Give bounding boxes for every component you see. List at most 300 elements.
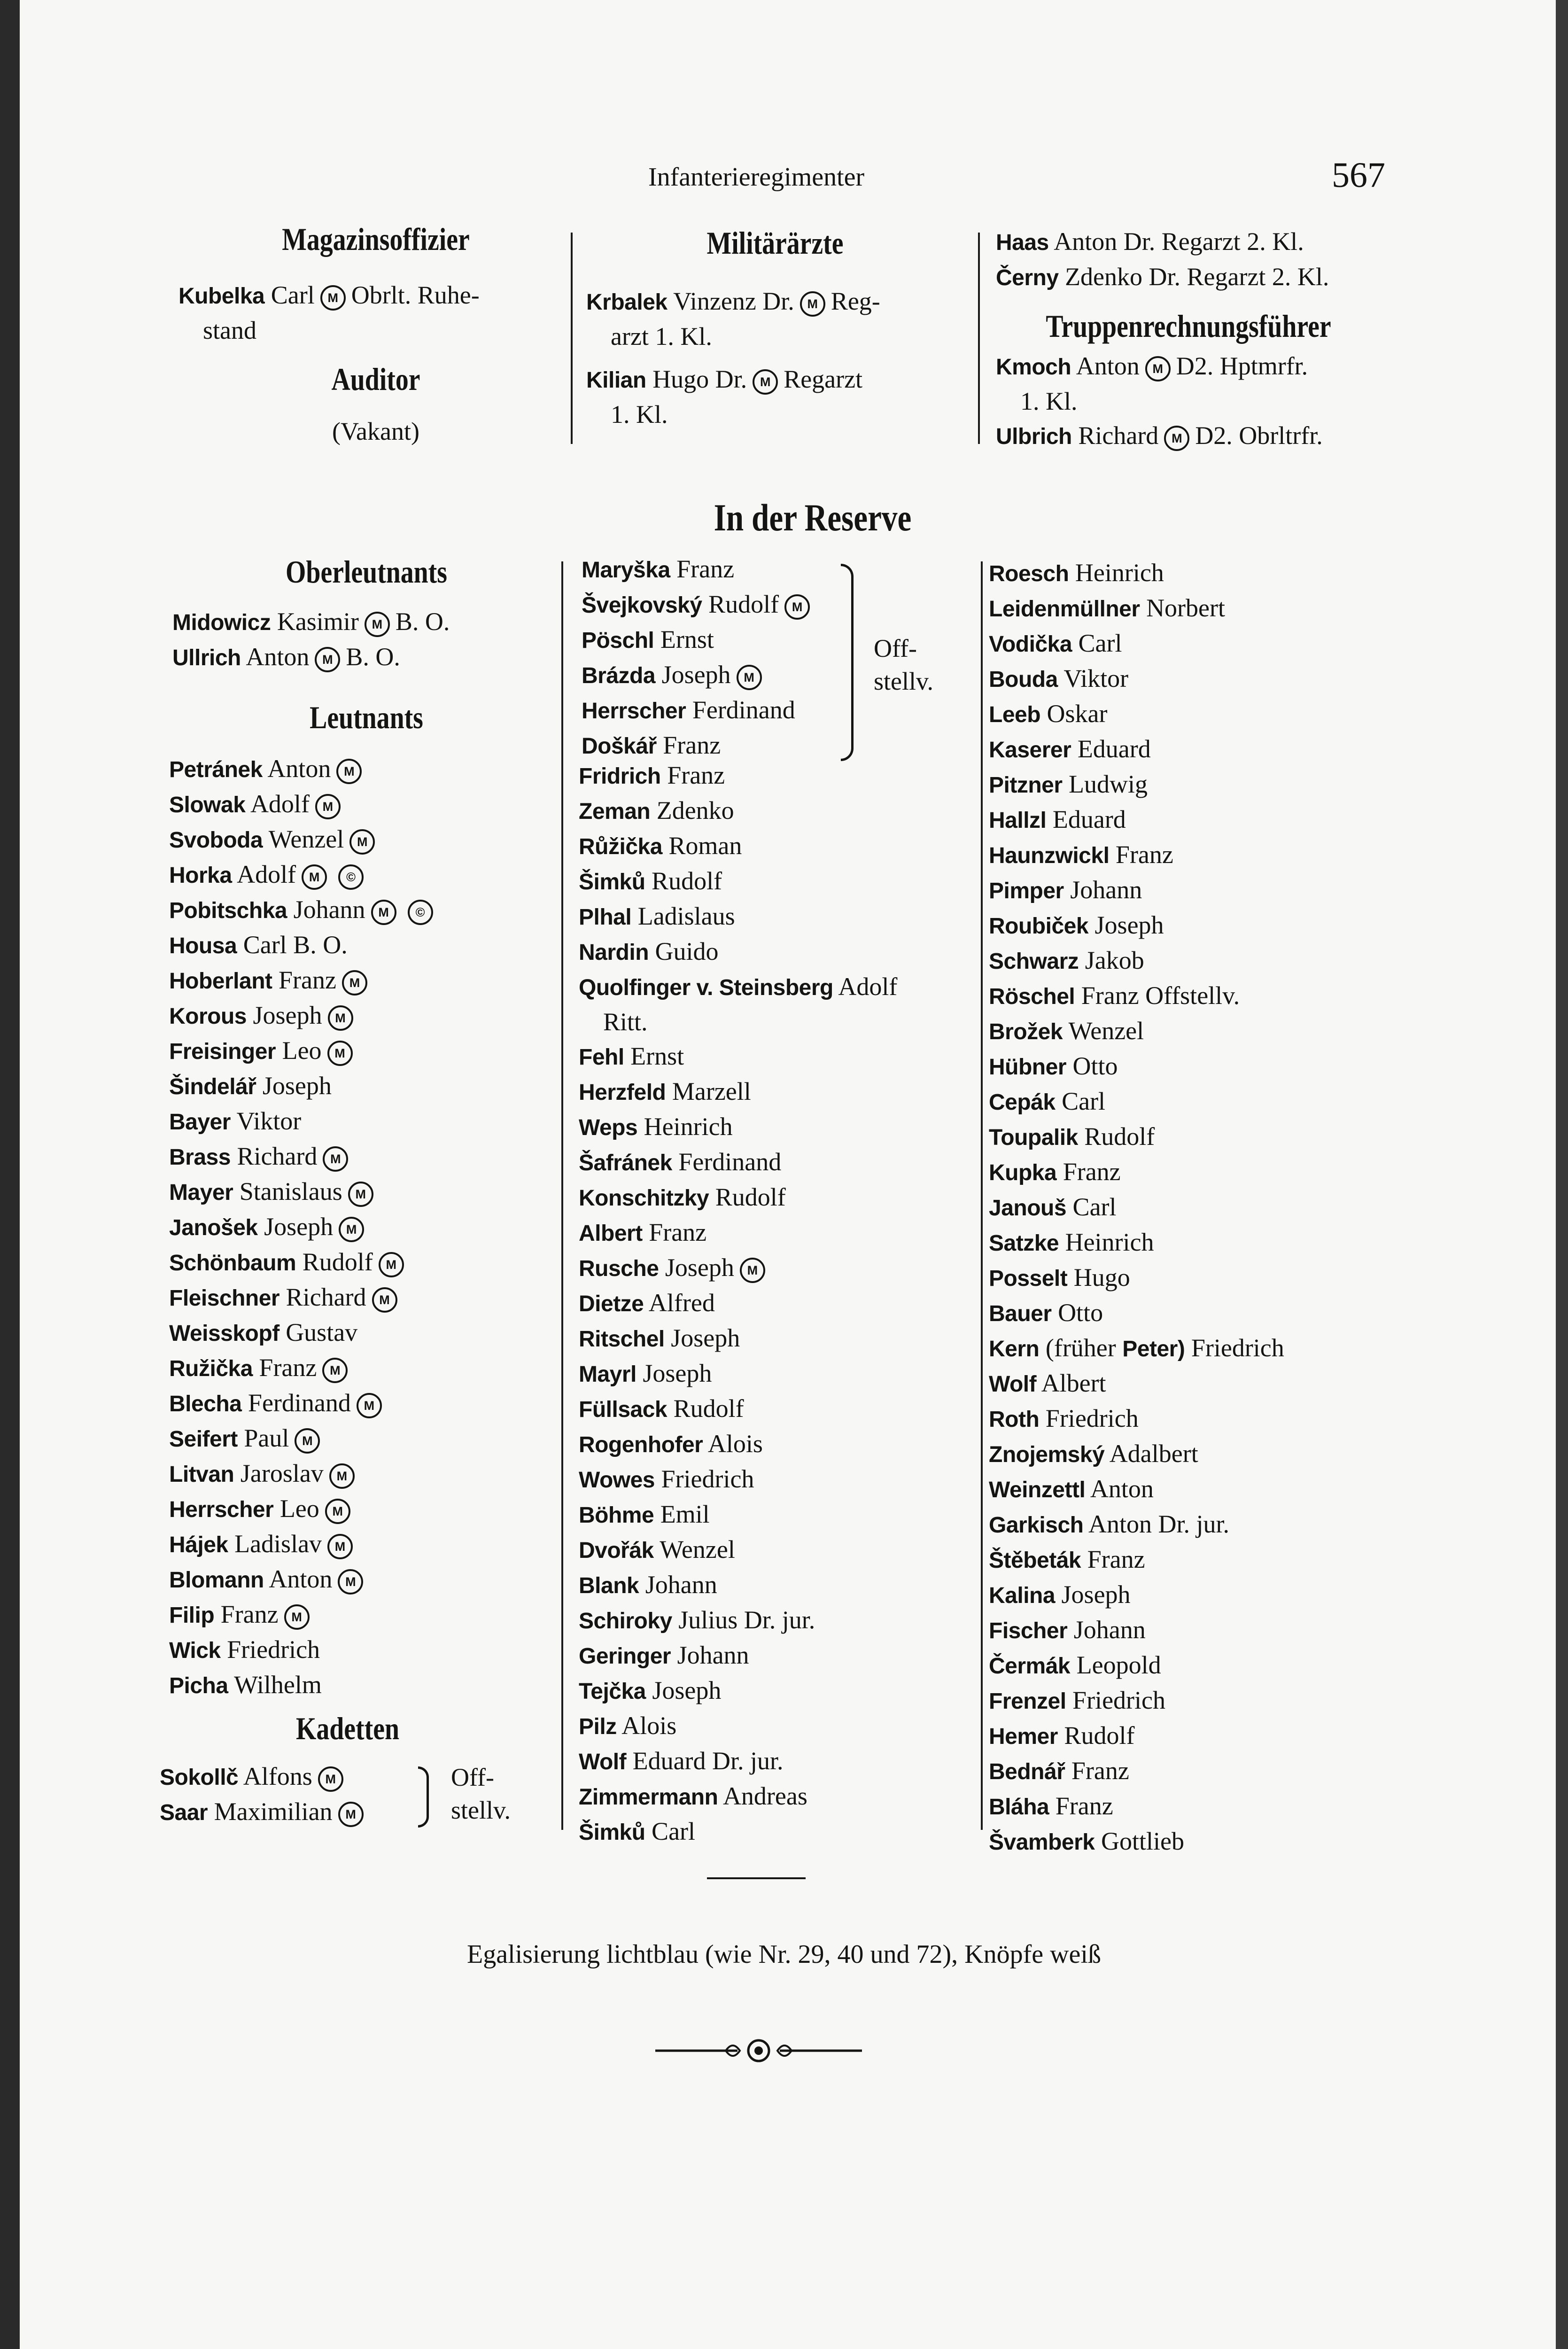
list-item xyxy=(169,1280,439,1315)
list-item xyxy=(989,591,1284,626)
person-surname: Korous xyxy=(169,1004,247,1029)
person-given-name: Anton Dr. jur. xyxy=(1088,1510,1229,1538)
person-given-name: Ernst xyxy=(630,1042,684,1070)
person-surname: Blank xyxy=(579,1573,639,1598)
person-surname: Roubiček xyxy=(989,914,1089,939)
list-item xyxy=(169,1351,439,1386)
person-surname: Fridrich xyxy=(579,764,661,789)
person-given-name: Friedrich xyxy=(1072,1686,1165,1714)
person-surname: Blomann xyxy=(169,1568,264,1593)
person-surname: Posselt xyxy=(989,1266,1068,1291)
person-surname: Herzfeld xyxy=(579,1080,666,1105)
person-given-name: Joseph xyxy=(264,1213,334,1241)
scan-edge-right xyxy=(1556,0,1568,2349)
person-surname: Böhme xyxy=(579,1503,654,1528)
person-given-name: Johann xyxy=(677,1641,749,1669)
footer-divider xyxy=(707,1877,806,1879)
page-number: 567 xyxy=(1332,156,1385,195)
person-surname: Bauer xyxy=(989,1301,1052,1326)
person-given-name: Johann xyxy=(1073,1616,1146,1644)
list-item xyxy=(169,1597,439,1633)
list-item xyxy=(579,1603,897,1638)
person-surname: Blecha xyxy=(169,1392,242,1416)
person-surname: Švamberk xyxy=(989,1830,1095,1855)
list-item xyxy=(579,1180,897,1215)
list-item xyxy=(579,1709,897,1744)
list-item xyxy=(579,1215,897,1251)
list-item xyxy=(169,822,439,857)
person-given-name: Leo xyxy=(282,1036,322,1065)
person-given-name: Rudolf xyxy=(1084,1122,1155,1151)
medal-m-icon: M xyxy=(329,1463,355,1489)
list-item xyxy=(989,1225,1284,1260)
copyright-c-icon: © xyxy=(408,900,433,925)
person-given-name: Franz xyxy=(676,555,735,583)
person-surname: Weps xyxy=(579,1115,638,1140)
leutnants-list xyxy=(169,752,439,1703)
list-item xyxy=(169,1668,439,1703)
person-given-name: Eduard Dr. jur. xyxy=(632,1747,784,1775)
person-surname: Bláha xyxy=(989,1795,1049,1820)
person-given-name: Franz Offstellv. xyxy=(1081,981,1240,1010)
list-item xyxy=(579,970,897,1005)
list-item xyxy=(582,552,815,587)
list-item xyxy=(989,1542,1284,1578)
person-given-name: Carl xyxy=(1062,1087,1106,1115)
person-surname: Petránek xyxy=(169,757,263,782)
militaeraerzte-heading: Militärärzte xyxy=(706,225,844,261)
person-given-name: Wilhelm xyxy=(234,1671,322,1699)
list-item xyxy=(169,1562,439,1597)
person-given-name: Ladislaus xyxy=(637,902,735,930)
list-item: Kmoch Anton M D2. Hptmrfr. xyxy=(996,349,1323,384)
person-surname: Rogenhofer xyxy=(579,1432,703,1457)
person-given-name: Franz xyxy=(1115,840,1173,869)
list-item xyxy=(579,864,897,899)
person-surname: Satzke xyxy=(989,1231,1059,1256)
person-given-name: Rudolf xyxy=(1064,1721,1135,1750)
person-surname: Pimper xyxy=(989,879,1064,903)
list-item xyxy=(169,1386,439,1421)
person-given-name: Franz xyxy=(279,966,336,994)
medal-m-icon: M xyxy=(753,369,778,395)
medal-m-icon: M xyxy=(348,1182,373,1207)
person-surname: Ritschel xyxy=(579,1327,665,1352)
list-item xyxy=(989,1754,1284,1789)
person-given-name: Rudolf xyxy=(715,1183,786,1211)
person-given-name: Hugo xyxy=(1073,1263,1130,1291)
medal-m-icon: M xyxy=(339,1217,364,1242)
reserve-heading: In der Reserve xyxy=(714,496,912,539)
person-surname: Wolf xyxy=(989,1372,1037,1397)
list-item xyxy=(989,1683,1284,1719)
person-surname: Hoberlant xyxy=(169,969,272,994)
list-item xyxy=(989,979,1284,1014)
list-item xyxy=(579,1497,897,1532)
person-given-name: Joseph xyxy=(643,1359,712,1387)
person-given-name: Paul xyxy=(244,1424,289,1452)
person-surname: Schwarz xyxy=(989,949,1079,974)
person-surname: Slowak xyxy=(169,793,246,817)
person-surname: Hübner xyxy=(989,1055,1066,1080)
person-surname: Doškář xyxy=(582,734,657,759)
list-item xyxy=(582,693,815,728)
medal-m-icon: M xyxy=(284,1604,310,1630)
person-surname: Pitzner xyxy=(989,773,1063,798)
person-given-name: Joseph xyxy=(661,661,731,689)
person-surname: Herrscher xyxy=(582,699,686,723)
person-surname: Svoboda xyxy=(169,828,263,853)
person-given-name: Joseph xyxy=(652,1676,722,1704)
person-given-name: Franz xyxy=(1055,1792,1113,1820)
list-item xyxy=(579,1744,897,1779)
person-surname: Filip xyxy=(169,1603,215,1628)
person-surname: Housa xyxy=(169,933,237,958)
person-given-name: Adolf xyxy=(237,860,296,888)
medal-m-icon: M xyxy=(737,665,762,690)
list-item xyxy=(579,1039,897,1074)
person-given-name: Stanislaus xyxy=(239,1177,342,1206)
person-surname: Toupalik xyxy=(989,1125,1078,1150)
person-given-name: Jakob xyxy=(1085,946,1144,974)
list-item xyxy=(989,1366,1284,1401)
medal-m-icon: M xyxy=(784,594,810,620)
person-given-name: Richard xyxy=(286,1283,366,1311)
person-surname: Wick xyxy=(169,1638,221,1663)
person-surname: Füllsack xyxy=(579,1397,668,1422)
auditor-vacant-note: (Vakant) xyxy=(332,417,419,445)
person-given-name: Franz xyxy=(259,1353,317,1382)
list-item xyxy=(989,1331,1284,1366)
ornament-icon xyxy=(655,2034,862,2067)
person-surname: Peter) xyxy=(1122,1337,1185,1361)
list-item xyxy=(169,893,439,928)
person-surname: Fehl xyxy=(579,1045,624,1070)
person-surname: Quolfinger v. Steinsberg xyxy=(579,975,833,1000)
person-given-name: Leopold xyxy=(1076,1651,1161,1679)
person-surname: Kaserer xyxy=(989,738,1071,762)
person-given-name: Jaroslav xyxy=(240,1459,324,1487)
person-surname: Bayer xyxy=(169,1110,231,1135)
list-item xyxy=(169,1492,439,1527)
person-given-name: Johann xyxy=(1070,876,1142,904)
brace-icon xyxy=(841,564,854,761)
person-given-name: Friedrich xyxy=(227,1635,320,1664)
person-surname: Mayer xyxy=(169,1180,233,1205)
person-surname: Seifert xyxy=(169,1427,238,1452)
medal-m-icon: M xyxy=(327,1041,353,1066)
person-given-name: Ernst xyxy=(660,625,714,653)
person-given-name: Otto xyxy=(1058,1299,1103,1327)
list-item xyxy=(989,1296,1284,1331)
medal-m-icon: M xyxy=(740,1258,765,1283)
person-surname: Pöschl xyxy=(582,628,654,653)
person-given-name: Wenzel xyxy=(1068,1017,1144,1045)
medal-m-icon: M xyxy=(323,1146,348,1172)
person-given-name: Franz xyxy=(649,1218,707,1246)
list-item: Ulbrich Richard M D2. Obrltrfr. xyxy=(996,419,1323,454)
list-item: Kubelka Carl M Obrlt. Ruhe- xyxy=(179,278,480,313)
person-given-name: Otto xyxy=(1072,1052,1118,1080)
column-rule-top-left xyxy=(571,233,573,444)
list-item xyxy=(579,829,897,864)
person-surname: Garkisch xyxy=(989,1513,1084,1538)
person-surname: Röschel xyxy=(989,984,1075,1009)
person-surname: Zeman xyxy=(579,799,651,824)
person-surname: Maryška xyxy=(582,558,670,583)
person-given-name: Heinrich xyxy=(1065,1228,1154,1256)
running-header: Infanterieregimenter xyxy=(648,163,865,192)
list-item-continuation: 1. Kl. xyxy=(1020,387,1078,415)
list-item xyxy=(989,908,1284,943)
medal-m-icon: M xyxy=(365,612,390,637)
person-surname: Šindelář xyxy=(169,1074,256,1099)
list-item xyxy=(582,587,815,622)
list-item xyxy=(989,1014,1284,1049)
list-item xyxy=(579,1638,897,1673)
list-item xyxy=(169,1527,439,1562)
list-item xyxy=(579,1286,897,1321)
person-given-name: Rudolf xyxy=(708,590,779,618)
person-surname: Freisinger xyxy=(169,1039,276,1064)
person-surname: Wolf xyxy=(579,1750,627,1774)
truppenrechnungsfuehrer-list xyxy=(996,349,1323,454)
person-surname: Hájek xyxy=(169,1532,228,1557)
person-surname: Šafránek xyxy=(579,1151,672,1175)
person-given-name: Heinrich xyxy=(1075,559,1164,587)
person-given-name: Ludwig xyxy=(1069,770,1148,798)
person-given-name: Eduard xyxy=(1052,805,1126,833)
list-item xyxy=(989,1472,1284,1507)
list-item xyxy=(169,752,439,787)
person-surname: Čermák xyxy=(989,1654,1071,1679)
list-item-continuation: stand xyxy=(203,316,256,344)
list-item xyxy=(169,1104,439,1139)
person-given-name: Rudolf xyxy=(302,1248,373,1276)
magazinsoffizier-heading: Magazinsoffizier xyxy=(282,221,470,257)
list-item xyxy=(169,1456,439,1492)
list-item xyxy=(989,1578,1284,1613)
person-surname: Bouda xyxy=(989,667,1058,692)
medal-m-icon: M xyxy=(302,864,327,890)
person-given-name: Heinrich xyxy=(644,1112,733,1141)
oberleutnants-list xyxy=(172,605,450,675)
person-given-name: Gustav xyxy=(286,1318,358,1346)
list-item xyxy=(989,1437,1284,1472)
column-rule-bottom-left xyxy=(561,561,563,1830)
person-given-name: Gottlieb xyxy=(1101,1827,1184,1855)
list-item xyxy=(989,1719,1284,1754)
list-item: Kilian Hugo Dr. M Regarzt xyxy=(586,362,880,397)
militaeraerzte-list xyxy=(586,284,880,432)
person-given-name: Franz xyxy=(667,761,725,789)
person-surname: Štěbeták xyxy=(989,1548,1081,1573)
person-given-name: Alfred xyxy=(648,1289,715,1317)
person-given-name: Alois xyxy=(707,1430,763,1458)
list-item xyxy=(169,1139,439,1174)
list-item xyxy=(579,1074,897,1110)
person-surname: Zimmermann xyxy=(579,1785,718,1810)
person-given-name: Carl xyxy=(1072,1193,1117,1221)
person-given-name: Ferdinand xyxy=(678,1148,782,1176)
person-surname: Horka xyxy=(169,863,232,888)
person-given-name: Anton xyxy=(269,1565,333,1593)
list-item xyxy=(579,1427,897,1462)
person-given-name: Marzell xyxy=(672,1077,751,1105)
list-item: Černy Zdenko Dr. Regarzt 2. Kl. xyxy=(996,263,1329,291)
person-given-name: Eduard xyxy=(1077,735,1151,763)
person-given-name: Emil xyxy=(660,1500,710,1528)
medal-m-icon: M xyxy=(357,1393,382,1418)
person-given-name: Andreas xyxy=(722,1782,807,1810)
medal-m-icon: M xyxy=(1164,426,1189,451)
medal-m-icon: M xyxy=(379,1252,404,1277)
person-given-name: Oskar xyxy=(1047,700,1108,728)
person-surname: Nardin xyxy=(579,940,649,965)
person-given-name: Viktor xyxy=(236,1107,302,1135)
list-item xyxy=(169,928,439,963)
person-given-name: Wenzel xyxy=(268,825,344,853)
medal-m-icon: M xyxy=(338,1802,364,1827)
person-surname: Šimků xyxy=(579,870,645,894)
person-surname: Kalina xyxy=(989,1583,1056,1608)
person-surname: Růžička xyxy=(579,834,662,859)
list-item-continuation: arzt 1. Kl. xyxy=(611,322,712,350)
person-surname: Rusche xyxy=(579,1256,659,1281)
person-surname: Kern xyxy=(989,1337,1040,1361)
person-surname: Roesch xyxy=(989,561,1069,586)
egalisierung-note: Egalisierung lichtblau (wie Nr. 29, 40 und 72), Knöpfe weiß xyxy=(467,1940,1101,1969)
person-surname: Haunzwickl xyxy=(989,843,1110,868)
column-rule-top-right xyxy=(978,233,980,444)
person-given-name: Norbert xyxy=(1146,594,1225,622)
person-surname: Znojemský xyxy=(989,1442,1105,1467)
list-item xyxy=(579,1568,897,1603)
list-item xyxy=(989,732,1284,767)
list-item xyxy=(989,802,1284,838)
person-given-name: Adolf xyxy=(838,972,898,1001)
list-item xyxy=(579,1321,897,1356)
medal-m-icon: M xyxy=(371,900,396,925)
list-item xyxy=(169,1210,439,1245)
person-given-name: Joseph xyxy=(665,1253,734,1282)
reserve-offstellv-note: Off-stellv. xyxy=(874,634,933,695)
person-surname: Wowes xyxy=(579,1468,655,1493)
person-surname: Švejkovský xyxy=(582,593,702,618)
list-item xyxy=(579,1462,897,1497)
list-item xyxy=(579,899,897,934)
aerzte-continued-list xyxy=(996,225,1329,295)
person-given-name: Franz xyxy=(220,1600,279,1628)
person-given-name: Rudolf xyxy=(673,1394,744,1423)
list-item xyxy=(989,1190,1284,1225)
person-surname: Brázda xyxy=(582,663,656,688)
person-given-name: Franz xyxy=(1071,1757,1129,1785)
list-item xyxy=(579,1532,897,1568)
person-given-name: Johann xyxy=(293,895,365,924)
list-item xyxy=(169,1174,439,1210)
person-surname: Janouš xyxy=(989,1196,1067,1221)
brace-icon xyxy=(418,1766,429,1828)
medal-m-icon: M xyxy=(325,1499,350,1524)
reserve-braced-list xyxy=(582,552,815,763)
person-surname: Schiroky xyxy=(579,1609,672,1633)
person-given-name: Ferdinand xyxy=(248,1389,351,1417)
list-item xyxy=(989,697,1284,732)
list-item xyxy=(169,1034,439,1069)
person-surname: Tejčka xyxy=(579,1679,646,1704)
list-item xyxy=(579,1005,897,1039)
list-item xyxy=(169,1633,439,1668)
person-surname: Plhal xyxy=(579,905,632,930)
reserve-list-right xyxy=(989,556,1284,1859)
person-given-name: Ritt. xyxy=(603,1008,648,1036)
person-given-name: Zdenko xyxy=(656,796,734,824)
list-item: Sokollč Alfons M xyxy=(160,1759,369,1795)
person-surname: Roth xyxy=(989,1407,1040,1432)
person-surname: Šimků xyxy=(579,1820,645,1845)
oberleutnants-heading: Oberleutnants xyxy=(286,554,447,590)
list-item xyxy=(989,1084,1284,1120)
medal-m-icon: M xyxy=(349,829,375,855)
medal-m-icon: M xyxy=(372,1287,397,1313)
list-item xyxy=(169,963,439,998)
person-given-name: Richard xyxy=(237,1142,318,1170)
person-surname: Fischer xyxy=(989,1618,1068,1643)
person-surname: Leidenmüllner xyxy=(989,597,1140,622)
person-given-name: Leo xyxy=(279,1494,319,1523)
person-surname: Pilz xyxy=(579,1714,617,1739)
person-surname: Leeb xyxy=(989,702,1041,727)
list-item xyxy=(989,767,1284,802)
person-surname: Hallzl xyxy=(989,808,1047,833)
person-given-name: (früher xyxy=(1045,1334,1116,1362)
person-surname: Cepák xyxy=(989,1090,1056,1115)
person-given-name: Friedrich xyxy=(1191,1334,1284,1362)
list-item xyxy=(579,793,897,829)
medal-m-icon: M xyxy=(322,1358,348,1383)
person-surname: Albert xyxy=(579,1221,643,1246)
list-item xyxy=(582,658,815,693)
list-item: Ullrich Anton M B. O. xyxy=(172,640,450,675)
person-surname: Ružička xyxy=(169,1356,253,1381)
medal-m-icon: M xyxy=(800,291,825,317)
person-given-name: Anton xyxy=(267,754,331,783)
person-surname: Pobitschka xyxy=(169,898,287,923)
list-item xyxy=(989,1789,1284,1824)
person-given-name: Julius Dr. jur. xyxy=(678,1606,815,1634)
list-item: Midowicz Kasimir M B. O. xyxy=(172,605,450,640)
list-item xyxy=(579,1356,897,1392)
person-given-name: Carl xyxy=(1078,629,1122,657)
list-item xyxy=(169,1421,439,1456)
list-item xyxy=(989,1049,1284,1084)
person-surname: Frenzel xyxy=(989,1689,1066,1714)
list-item xyxy=(989,1507,1284,1542)
person-given-name: Adolf xyxy=(250,790,310,818)
person-given-name: Ladislav xyxy=(234,1530,322,1558)
person-surname: Bednář xyxy=(989,1759,1065,1784)
person-given-name: Joseph xyxy=(1061,1580,1131,1609)
list-item-continuation: 1. Kl. xyxy=(611,400,668,428)
person-surname: Weisskopf xyxy=(169,1321,279,1346)
kadetten-list xyxy=(160,1759,369,1830)
list-item xyxy=(579,1251,897,1286)
person-surname: Hemer xyxy=(989,1724,1058,1749)
medal-m-icon: M xyxy=(1145,356,1171,381)
person-surname: Fleischner xyxy=(169,1286,280,1311)
kadetten-offstellv-note: Off-stellv. xyxy=(451,1763,511,1824)
